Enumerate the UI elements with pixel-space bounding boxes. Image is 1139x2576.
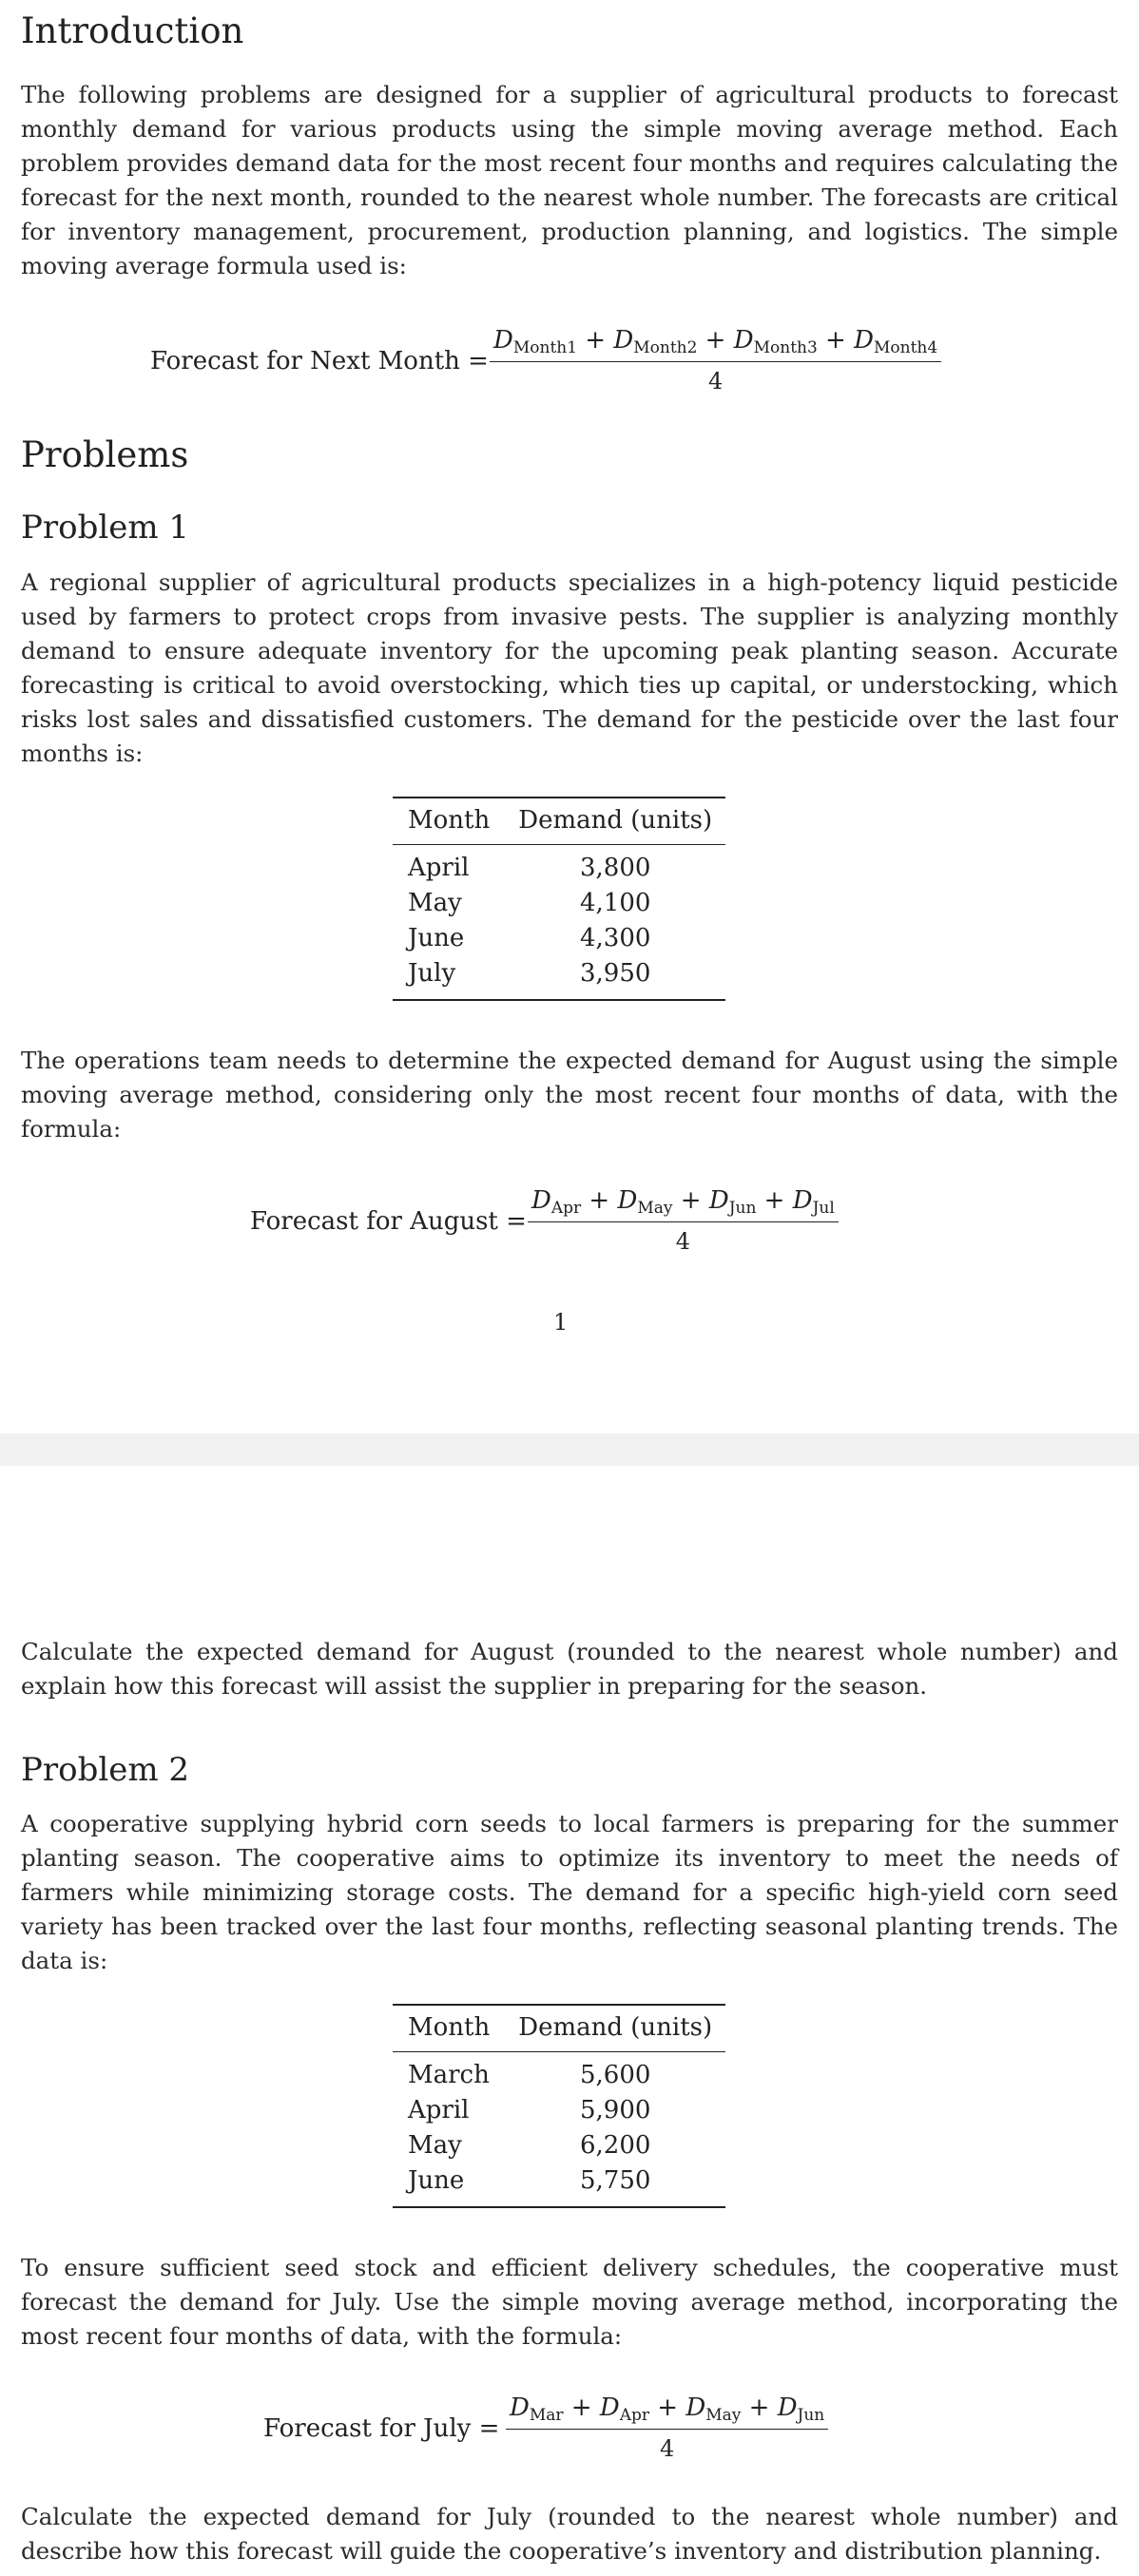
- problem2-paragraph2: To ensure sufficient seed stock and efficient delivery schedules, the cooperative must forecast the demand for July. Use the simple moving average method, incorporating the most recent four months of data, with the formula:: [21, 2254, 1118, 2350]
- problem1-paragraph2-block: [21, 1044, 1118, 1146]
- problem2-paragraph-block: [21, 1807, 1118, 1978]
- table-row: April 3,800: [408, 854, 651, 882]
- formula-fraction: [490, 326, 941, 394]
- formula-numerator: $D_{Month1} + D_{Month2} + D_{Month3} + D_{Month4}$: [490, 326, 941, 362]
- problem1-heading: Problem 1: [21, 509, 190, 547]
- problem2-table: [393, 2004, 725, 2208]
- problem2-formula: [0, 2393, 1139, 2470]
- problem2-heading: Problem 2: [21, 1751, 190, 1789]
- formula-lhs: Forecast for August =: [250, 1207, 527, 1236]
- table-header-month: Month: [408, 2013, 491, 2042]
- table-row: March 5,600: [408, 2061, 651, 2089]
- table-row: July 3,950: [408, 959, 651, 988]
- page-gap: [0, 1433, 1139, 1466]
- page-number: 1: [553, 1309, 569, 1336]
- formula-fraction: [506, 2393, 828, 2462]
- problem1-paragraph2: The operations team needs to determine the expected demand for August using the simple moving average method, considering only the most recent four months of data, with the formula:: [21, 1047, 1118, 1143]
- intro-formula: [0, 326, 1139, 402]
- problem1-paragraph3: Calculate the expected demand for August (rounded to the nearest whole number) and explain how this forecast will assist the supplier in preparing for the season.: [21, 1638, 1118, 1700]
- formula-denominator: 4: [659, 2435, 675, 2462]
- problem1-paragraph3-block: [21, 1635, 1118, 1703]
- table-row: May 4,100: [408, 889, 651, 917]
- intro-section: [21, 10, 1118, 51]
- formula-fraction: [528, 1186, 839, 1255]
- problems-heading: Problems: [21, 434, 189, 475]
- problem2-heading-block: [21, 1751, 1118, 1789]
- formula-numerator: $D_{Apr} + D_{May} + D_{Jun} + D_{Jul}$: [528, 1186, 839, 1222]
- problem1-paragraph: A regional supplier of agricultural products specializes in a high-potency liquid pesticide used by farmers to protect crops from invasive pests. The supplier is analyzing monthly demand to ensure adequate inventory for the upcoming peak planting season. Accurate forecasting is critical to avoid overstocking, which ties up capital, or understocking, which risks lost sales and dissatisfied customers. The demand for the pesticide over the last four months is:: [21, 568, 1118, 767]
- page-2: [0, 1466, 1139, 2576]
- problem1-table: [393, 797, 725, 1001]
- table-row: May 6,200: [408, 2131, 651, 2160]
- formula-denominator: 4: [707, 368, 724, 394]
- formula-lhs: Forecast for July =: [263, 2414, 500, 2443]
- table-row: April 5,900: [408, 2096, 651, 2124]
- intro-heading: Introduction: [21, 10, 244, 51]
- problem2-paragraph3: Calculate the expected demand for July (rounded to the nearest whole number) and describe how this forecast will guide the cooperative’s inventory and distribution planning.: [21, 2503, 1118, 2565]
- problem2-paragraph2-block: [21, 2251, 1118, 2354]
- problem1-heading-block: [21, 509, 1118, 547]
- intro-paragraph-block: [21, 78, 1118, 283]
- table-header-demand: Demand (units): [518, 2013, 713, 2042]
- table-row: June 4,300: [408, 924, 651, 952]
- table-header-month: Month: [408, 806, 491, 835]
- problem2-paragraph: A cooperative supplying hybrid corn seeds to local farmers is preparing for the summer planting season. The cooperative aims to optimize its inventory to meet the needs of farmers while minimizing storage costs. The demand for a specific high-yield corn seed variety has been tracked over the last four months, reflecting seasonal planting trends. The data is:: [21, 1810, 1118, 1974]
- formula-lhs: Forecast for Next Month =: [150, 347, 489, 375]
- problem1-paragraph-block: [21, 566, 1118, 771]
- table-row: June 5,750: [408, 2166, 651, 2195]
- table-header-demand: Demand (units): [518, 806, 713, 835]
- problem1-formula: [0, 1186, 1139, 1262]
- formula-numerator: $D_{Mar} + D_{Apr} + D_{May} + D_{Jun}$: [506, 2393, 828, 2430]
- intro-paragraph: The following problems are designed for a supplier of agricultural products to forecast monthly demand for various products using the simple moving average method. Each problem provides demand data for the most recent four months and requires calculating the forecast for the next month, rounded to the nearest whole number. The forecasts are critical for inventory management, procurement, production planning, and logistics. The simple moving average formula used is:: [21, 81, 1118, 279]
- formula-denominator: 4: [675, 1228, 691, 1255]
- problems-heading-block: [21, 434, 1118, 475]
- problem2-paragraph3-block: [21, 2500, 1118, 2568]
